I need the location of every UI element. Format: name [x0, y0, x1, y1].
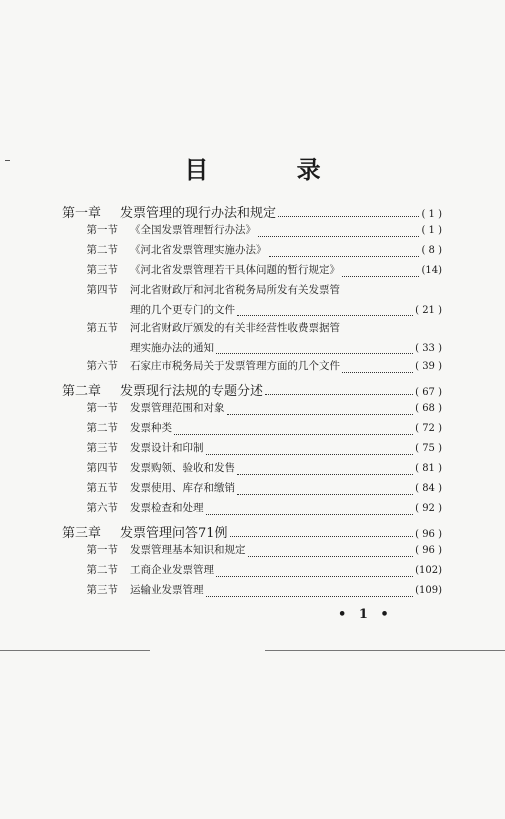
toc-section-continuation[interactable] [62, 302, 442, 320]
leader-dots [227, 414, 414, 415]
toc-section[interactable] [62, 562, 442, 582]
toc-section[interactable] [62, 242, 442, 262]
leader-dots [206, 454, 414, 455]
toc-section[interactable] [62, 282, 442, 302]
toc-section-title: 《河北省发票管理实施办法》 [130, 244, 267, 256]
toc-section-title: 发票种类 [130, 422, 172, 434]
scan-line-right [265, 650, 505, 651]
page-title: 目 录 [184, 156, 361, 184]
toc-section-number: 第六节 [86, 360, 118, 372]
leader-dots [258, 236, 419, 237]
toc-section-number: 第五节 [86, 322, 118, 334]
toc-page-number: ( 33 ) [415, 343, 442, 354]
toc-page-number: ( 39 ) [415, 361, 442, 372]
toc-section-title: 发票管理基本知识和规定 [130, 544, 246, 556]
leader-dots [269, 256, 420, 257]
toc-section-title: 发票检查和处理 [130, 502, 204, 514]
toc-section[interactable] [62, 262, 442, 282]
toc-page-number: ( 21 ) [415, 305, 442, 316]
toc-section-number: 第一节 [86, 402, 118, 414]
toc-section-number: 第二节 [86, 422, 118, 434]
toc-section-title-continued: 理实施办法的通知 [130, 342, 214, 354]
leader-dots [206, 596, 414, 597]
leader-dots [342, 372, 413, 373]
leader-dots [237, 474, 413, 475]
toc-section[interactable] [62, 480, 442, 500]
toc-page-number: ( 67 ) [415, 387, 442, 398]
toc-section-title: 工商企业发票管理 [130, 564, 214, 576]
toc-page-number: ( 92 ) [415, 503, 442, 514]
table-of-contents [62, 202, 442, 602]
toc-page-number: ( 81 ) [415, 463, 442, 474]
toc-page-number: ( 1 ) [421, 225, 442, 236]
toc-section-title: 《全国发票管理暂行办法》 [130, 224, 256, 236]
toc-page-number: ( 72 ) [415, 423, 442, 434]
toc-page-number: ( 84 ) [415, 483, 442, 494]
toc-chapter-title: 发票管理问答71例 [120, 526, 228, 541]
leader-dots [237, 315, 413, 316]
toc-chapter[interactable] [62, 202, 442, 222]
toc-section-title-continued: 理的几个更专门的文件 [130, 304, 235, 316]
toc-section[interactable] [62, 500, 442, 520]
toc-page-number: (14) [421, 265, 442, 276]
toc-chapter-number: 第二章 [62, 384, 102, 399]
leader-dots [216, 353, 413, 354]
leader-dots [237, 494, 413, 495]
toc-chapter-title: 发票现行法规的专题分述 [120, 384, 264, 399]
toc-section[interactable] [62, 320, 442, 340]
toc-page-number: (102) [415, 565, 442, 576]
toc-section-number: 第五节 [86, 482, 118, 494]
toc-chapter-title: 发票管理的现行办法和规定 [120, 206, 277, 221]
toc-section-number: 第二节 [86, 244, 118, 256]
toc-section[interactable] [62, 420, 442, 440]
toc-chapter[interactable] [62, 522, 442, 542]
toc-section-number: 第三节 [86, 584, 118, 596]
toc-section-title: 河北省财政厅颁发的有关非经营性收费票据管 [130, 322, 340, 334]
toc-page-number: ( 96 ) [415, 529, 442, 540]
toc-page-number: ( 8 ) [421, 245, 442, 256]
toc-section[interactable] [62, 460, 442, 480]
toc-section-number: 第二节 [86, 564, 118, 576]
toc-section[interactable] [62, 222, 442, 242]
toc-section-title: 河北省财政厅和河北省税务局所发有关发票管 [130, 284, 340, 296]
toc-section-number: 第一节 [86, 224, 118, 236]
toc-chapter-number: 第一章 [62, 206, 102, 221]
toc-section-number: 第一节 [86, 544, 118, 556]
toc-section-continuation[interactable] [62, 340, 442, 358]
toc-section-title: 运输业发票管理 [130, 584, 204, 596]
toc-section-title: 发票购领、验收和发售 [130, 462, 235, 474]
leader-dots [265, 394, 413, 395]
toc-section-title: 石家庄市税务局关于发票管理方面的几个文件 [130, 360, 340, 372]
toc-section-number: 第四节 [86, 284, 118, 296]
toc-section-title: 发票设计和印制 [130, 442, 204, 454]
toc-section-number: 第三节 [86, 264, 118, 276]
toc-page-number: ( 1 ) [421, 209, 442, 220]
toc-section-title: 发票管理范围和对象 [130, 402, 225, 414]
leader-dots [278, 216, 419, 217]
toc-section[interactable] [62, 400, 442, 420]
toc-section[interactable] [62, 542, 442, 562]
toc-section-title: 发票使用、库存和缴销 [130, 482, 235, 494]
leader-dots [230, 536, 414, 537]
toc-section-number: 第六节 [86, 502, 118, 514]
toc-section-title: 《河北省发票管理若干具体问题的暂行规定》 [130, 264, 340, 276]
page-footer-number: • 1 • [338, 607, 393, 622]
toc-page-number: ( 75 ) [415, 443, 442, 454]
toc-chapter[interactable] [62, 380, 442, 400]
toc-section-number: 第三节 [86, 442, 118, 454]
toc-page-number: ( 96 ) [415, 545, 442, 556]
toc-page-number: (109) [415, 585, 442, 596]
toc-section[interactable] [62, 440, 442, 460]
scan-line-left [0, 650, 150, 651]
leader-dots [216, 576, 413, 577]
toc-section[interactable] [62, 582, 442, 602]
toc-chapter-number: 第三章 [62, 526, 102, 541]
leader-dots [206, 514, 414, 515]
toc-section[interactable] [62, 358, 442, 378]
toc-section-number: 第四节 [86, 462, 118, 474]
toc-page-number: ( 68 ) [415, 403, 442, 414]
leader-dots [342, 276, 419, 277]
leader-dots [174, 434, 413, 435]
leader-dots [248, 556, 414, 557]
